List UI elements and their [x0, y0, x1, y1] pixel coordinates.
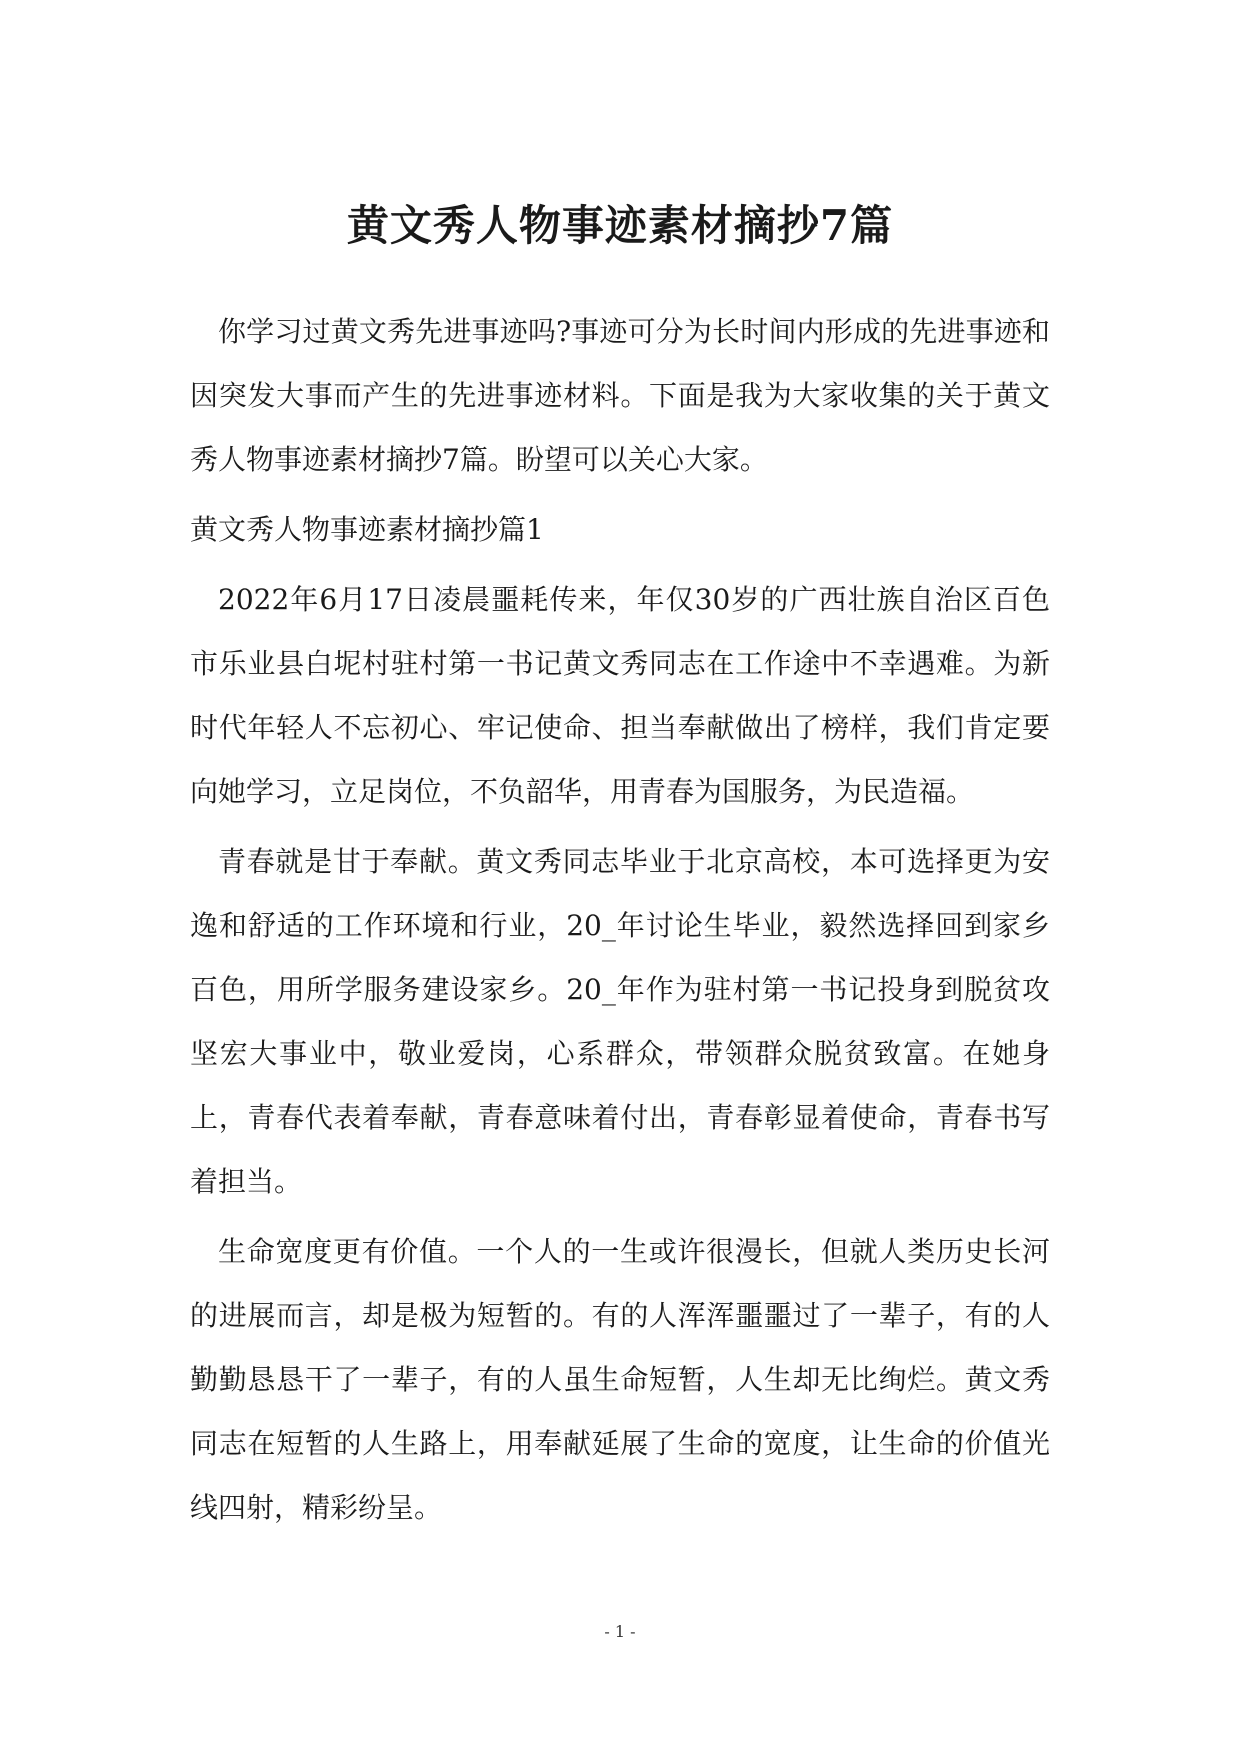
body-paragraph: 2022年6月17日凌晨噩耗传来，年仅30岁的广西壮族自治区百色市乐业县白坭村驻村第一书记黄文秀同志在工作途中不幸遇难。为新时代年轻人不忘初心、牢记使命、担当奉献做出了榜样，我们肯定要向她学习，立足岗位，不负韶华，用青春为国服务，为民造福。 — [190, 583, 1050, 808]
document-title: 黄文秀人物事迹素材摘抄7篇 — [346, 201, 894, 250]
body-paragraph: 生命宽度更有价值。一个人的一生或许很漫长，但就人类历史长河的进展而言，却是极为短暂的。有的人浑浑噩噩过了一辈子，有的人勤勤恳恳干了一辈子，有的人虽生命短暂，人生却无比绚烂。黄文秀同志在短暂的人生路上，用奉献延展了生命的宽度，让生命的价值光线四射，精彩纷呈。 — [190, 1235, 1050, 1524]
page-number: - 1 - — [604, 1622, 636, 1641]
document-body — [190, 300, 1050, 1546]
section-heading: 黄文秀人物事迹素材摘抄篇1 — [190, 513, 544, 546]
intro-paragraph: 你学习过黄文秀先进事迹吗?事迹可分为长时间内形成的先进事迹和因突发大事而产生的先进事迹材料。下面是我为大家收集的关于黄文秀人物事迹素材摘抄7篇。盼望可以关心大家。 — [190, 315, 1050, 476]
body-paragraph: 青春就是甘于奉献。黄文秀同志毕业于北京高校，本可选择更为安逸和舒适的工作环境和行业，20_年讨论生毕业，毅然选择回到家乡百色，用所学服务建设家乡。20_年作为驻村第一书记投身到脱贫攻坚宏大事业中，敬业爱岗，心系群众，带领群众脱贫致富。在她身上，青春代表着奉献，青春意味着付出，青春彰显着使命，青春书写着担当。 — [190, 845, 1050, 1198]
